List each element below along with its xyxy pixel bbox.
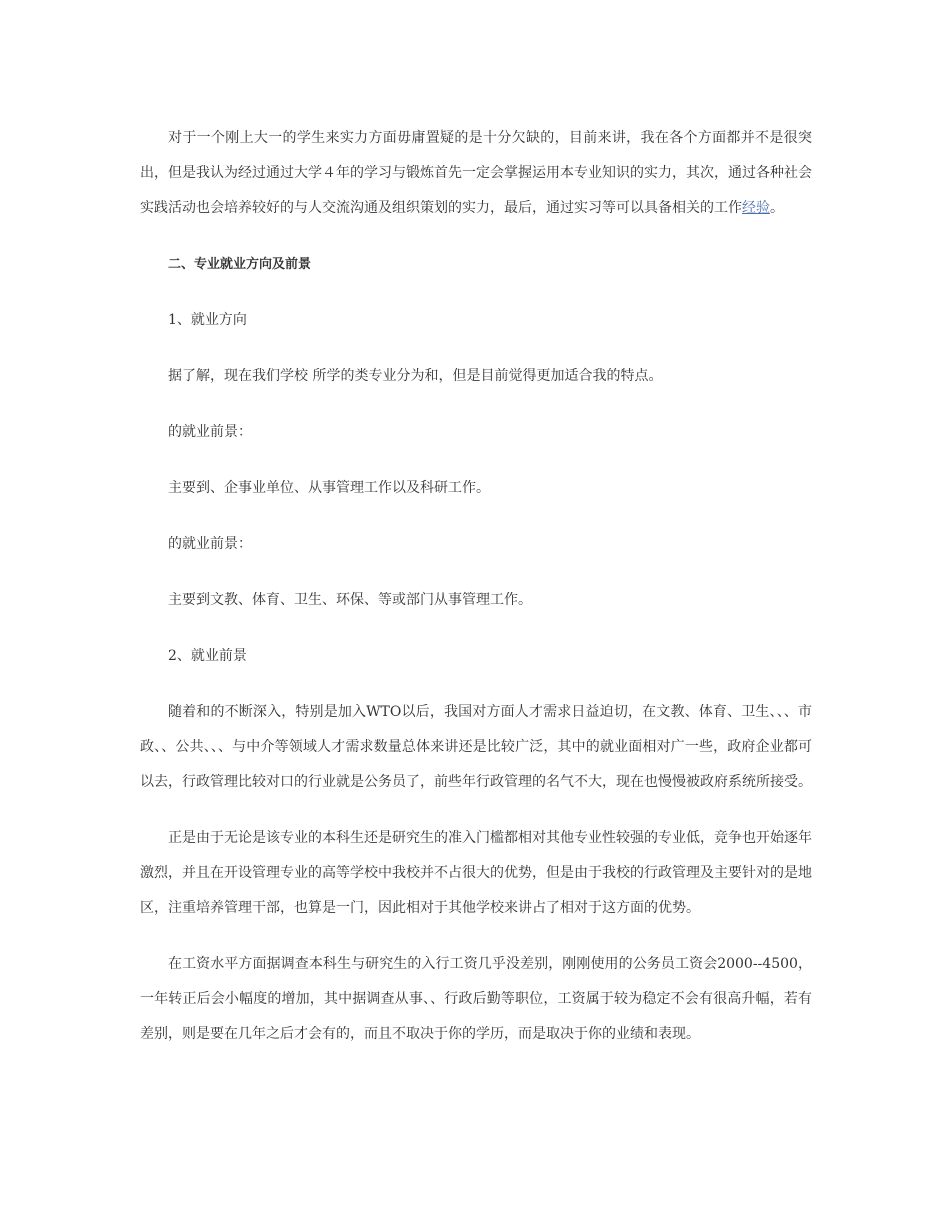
paragraph-end: 。 bbox=[770, 200, 784, 216]
spacer bbox=[140, 450, 812, 471]
spacer bbox=[140, 282, 812, 303]
spacer bbox=[140, 926, 812, 947]
paragraph-talent-demand: 随着和的不断深入，特别是加入WTO以后，我国对方面人才需求日益迫切，在文教、体育、卫生、、、市政、、公共、、、与中介等领域人才需求数量总体来讲还是比较广泛，其中的就业面相对广一些，政府企业都可以去，行政管理比较对口的行业就是公务员了，前些年行政管理的名气不大，现在也慢慢被政府系统所接受。 bbox=[140, 704, 812, 790]
section-heading-career: 二、专业就业方向及前景 bbox=[168, 257, 312, 272]
paragraph-prospect-label-b: 的就业前景： bbox=[168, 536, 252, 552]
subheading-career-direction: 1、就业方向 bbox=[168, 312, 247, 328]
paragraph-self-assessment bbox=[140, 121, 812, 226]
spacer bbox=[140, 618, 812, 639]
spacer bbox=[140, 394, 812, 415]
paragraph-prospect-detail-b: 主要到文教、体育、卫生、环保、等或部门从事管理工作。 bbox=[168, 592, 532, 608]
spacer bbox=[140, 674, 812, 695]
document-page bbox=[140, 121, 812, 1052]
spacer bbox=[140, 338, 812, 359]
paragraph-prospect-label-a: 的就业前景： bbox=[168, 424, 252, 440]
spacer bbox=[140, 562, 812, 583]
paragraph-major-division: 据了解，现在我们学校 所学的类专业分为和，但是目前觉得更加适合我的特点。 bbox=[168, 368, 663, 384]
spacer bbox=[140, 226, 812, 247]
spacer bbox=[140, 506, 812, 527]
subheading-career-prospect: 2、就业前景 bbox=[168, 648, 247, 664]
paragraph-prospect-detail-a: 主要到、企事业单位、从事管理工作以及科研工作。 bbox=[168, 480, 490, 496]
paragraph-competition: 正是由于无论是该专业的本科生还是研究生的准入门槛都相对其他专业性较强的专业低，竞争也开始逐年激烈，并且在开设管理专业的高等学校中我校并不占很大的优势，但是由于我校的行政管理及主要针对的是地区，注重培养管理干部，也算是一门，因此相对于其他学校来讲占了相对于这方面的优势。 bbox=[140, 830, 812, 916]
experience-link[interactable]: 经验 bbox=[742, 200, 770, 216]
paragraph-text: 对于一个刚上大一的学生来实力方面毋庸置疑的是十分欠缺的，目前来讲，我在各个方面都并不是很突出，但是我认为经过通过大学４年的学习与锻炼首先一定会掌握运用本专业知识的实力，其次，通过各种社会实践活动也会培养较好的与人交流沟通及组织策划的实力，最后，通过实习等可以具备相关的工作 bbox=[140, 130, 812, 216]
spacer bbox=[140, 800, 812, 821]
paragraph-salary: 在工资水平方面据调查本科生与研究生的入行工资几乎没差别，刚刚使用的公务员工资会2000--4500，一年转正后会小幅度的增加，其中据调查从事、、行政后勤等职位，工资属于较为稳定不会有很高升幅，若有差别，则是要在几年之后才会有的，而且不取决于你的学历，而是取决于你的业绩和表现。 bbox=[140, 956, 812, 1042]
